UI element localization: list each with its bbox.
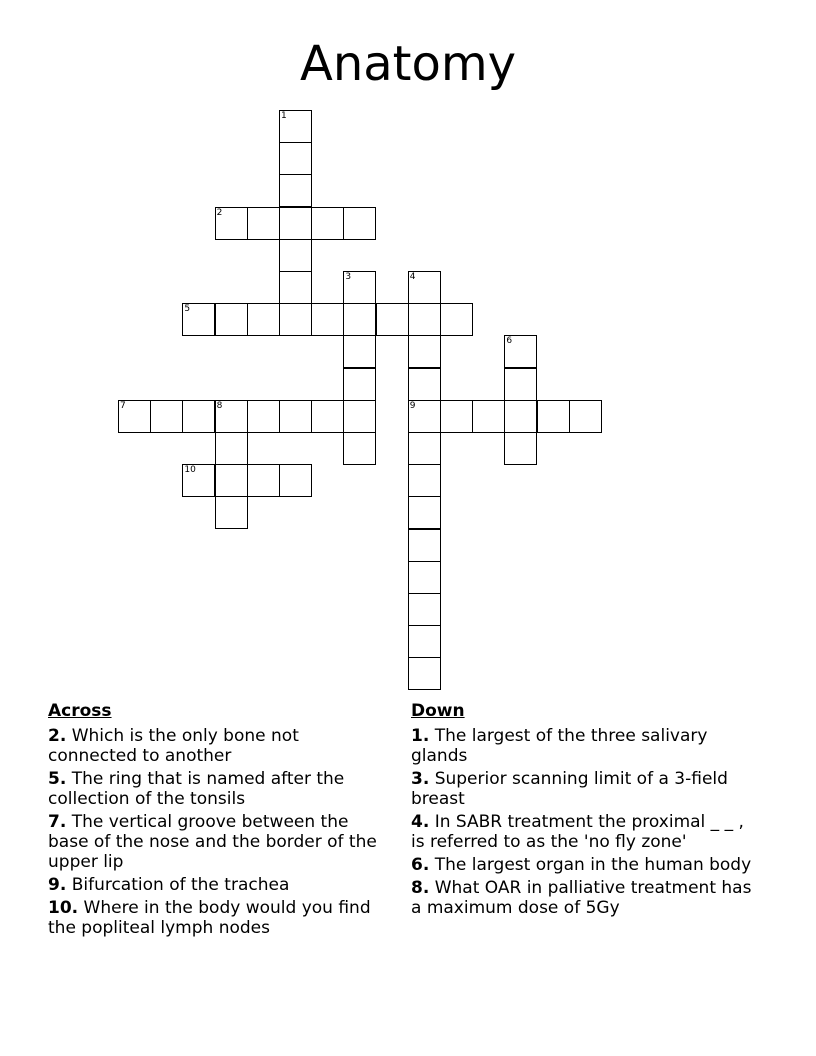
grid-cell[interactable] [440, 303, 473, 336]
cell-number: 10 [184, 465, 196, 476]
cell-number: 9 [409, 400, 416, 411]
grid-cell[interactable] [343, 432, 376, 465]
clue-text: Superior scanning limit of a 3-field breast [411, 769, 728, 809]
grid-cell[interactable] [279, 142, 312, 175]
across-clue [48, 875, 388, 895]
cell-number: 3 [345, 272, 352, 282]
grid-cell[interactable] [472, 400, 505, 433]
down-clue [411, 812, 756, 852]
grid-cell[interactable] [408, 368, 441, 401]
grid-cell[interactable] [537, 400, 570, 433]
down-clue [411, 769, 756, 809]
clue-text: The ring that is named after the collection of the tonsils [48, 769, 345, 809]
grid-cell[interactable] [343, 207, 376, 240]
grid-cell[interactable] [247, 464, 280, 497]
grid-cell[interactable] [279, 110, 312, 143]
across-clue [48, 898, 388, 938]
clue-number: 9. [48, 875, 67, 895]
grid-cell[interactable] [408, 400, 441, 433]
grid-cell[interactable] [279, 303, 312, 336]
cell-number: 2 [216, 207, 223, 218]
across-clues [48, 700, 388, 941]
down-clues [411, 700, 756, 921]
grid-cell[interactable] [440, 400, 473, 433]
clue-number: 5. [48, 769, 67, 789]
grid-cell[interactable] [408, 593, 441, 626]
grid-cell[interactable] [408, 561, 441, 594]
grid-cell[interactable] [279, 239, 312, 272]
grid-cell[interactable] [376, 303, 409, 336]
clue-text: What OAR in palliative treatment has a maximum dose of 5Gy [411, 878, 752, 918]
grid-cell[interactable] [279, 174, 312, 207]
grid-cell[interactable] [504, 335, 537, 368]
grid-cell[interactable] [182, 400, 215, 433]
grid-cell[interactable] [311, 207, 344, 240]
clue-number: 8. [411, 878, 430, 898]
down-clue [411, 855, 756, 875]
clue-number: 3. [411, 769, 430, 789]
clue-number: 10. [48, 898, 79, 918]
grid-cell[interactable] [343, 335, 376, 368]
cell-number: 1 [281, 111, 287, 121]
across-clue [48, 769, 388, 809]
down-clue [411, 726, 756, 766]
grid-cell[interactable] [311, 303, 344, 336]
cell-number: 8 [216, 400, 223, 411]
grid-cell[interactable] [504, 400, 537, 433]
grid-cell[interactable] [504, 368, 537, 401]
grid-cell[interactable] [408, 529, 441, 562]
down-heading: Down [411, 701, 465, 721]
clue-number: 1. [411, 726, 430, 746]
grid-cell[interactable] [343, 368, 376, 401]
down-clue [411, 878, 756, 918]
grid-cell[interactable] [215, 303, 248, 336]
grid-cell[interactable] [247, 303, 280, 336]
grid-cell[interactable] [311, 400, 344, 433]
grid-cell[interactable] [118, 400, 151, 433]
grid-cell[interactable] [279, 464, 312, 497]
grid-cell[interactable] [215, 464, 248, 497]
grid-cell[interactable] [408, 496, 441, 529]
clue-text: Bifurcation of the trachea [71, 875, 290, 895]
grid-cell[interactable] [150, 400, 183, 433]
grid-cell[interactable] [408, 432, 441, 465]
grid-cell[interactable] [215, 432, 248, 465]
across-clue [48, 812, 388, 872]
grid-cell[interactable] [182, 303, 215, 336]
clue-text: Where in the body would you find the popliteal lymph nodes [48, 898, 371, 938]
grid-cell[interactable] [343, 303, 376, 336]
puzzle-title: Anatomy [299, 36, 517, 92]
across-heading: Across [48, 701, 112, 721]
grid-cell[interactable] [215, 496, 248, 529]
across-clue [48, 726, 388, 766]
grid-cell[interactable] [408, 625, 441, 658]
clue-text: The largest organ in the human body [434, 855, 752, 875]
grid-cell[interactable] [408, 303, 441, 336]
grid-cell[interactable] [343, 400, 376, 433]
grid-cell[interactable] [215, 400, 248, 433]
grid-cell[interactable] [247, 400, 280, 433]
grid-cell[interactable] [569, 400, 602, 433]
grid-cell[interactable] [215, 207, 248, 240]
clue-text: The vertical groove between the base of the nose and the border of the upper lip [48, 812, 377, 872]
grid-cell[interactable] [279, 400, 312, 433]
grid-cell[interactable] [279, 207, 312, 240]
grid-cell[interactable] [408, 657, 441, 690]
grid-cell[interactable] [408, 271, 441, 304]
grid-cell[interactable] [408, 335, 441, 368]
clue-number: 2. [48, 726, 67, 746]
clue-number: 7. [48, 812, 67, 832]
cell-number: 4 [409, 272, 416, 282]
cell-number: 6 [506, 336, 513, 347]
grid-cell[interactable] [408, 464, 441, 497]
clue-text: Which is the only bone not connected to another [48, 726, 299, 766]
clue-text: The largest of the three salivary glands [411, 726, 708, 766]
cell-number: 7 [120, 400, 126, 411]
cell-number: 5 [184, 304, 191, 315]
clue-number: 6. [411, 855, 430, 875]
clue-text: In SABR treatment the proximal _ _ , is referred to as the 'no fly zone' [411, 812, 744, 852]
grid-cell[interactable] [182, 464, 215, 497]
grid-cell[interactable] [279, 271, 312, 304]
clue-number: 4. [411, 812, 430, 832]
grid-cell[interactable] [343, 271, 376, 304]
grid-cell[interactable] [247, 207, 280, 240]
grid-cell[interactable] [504, 432, 537, 465]
